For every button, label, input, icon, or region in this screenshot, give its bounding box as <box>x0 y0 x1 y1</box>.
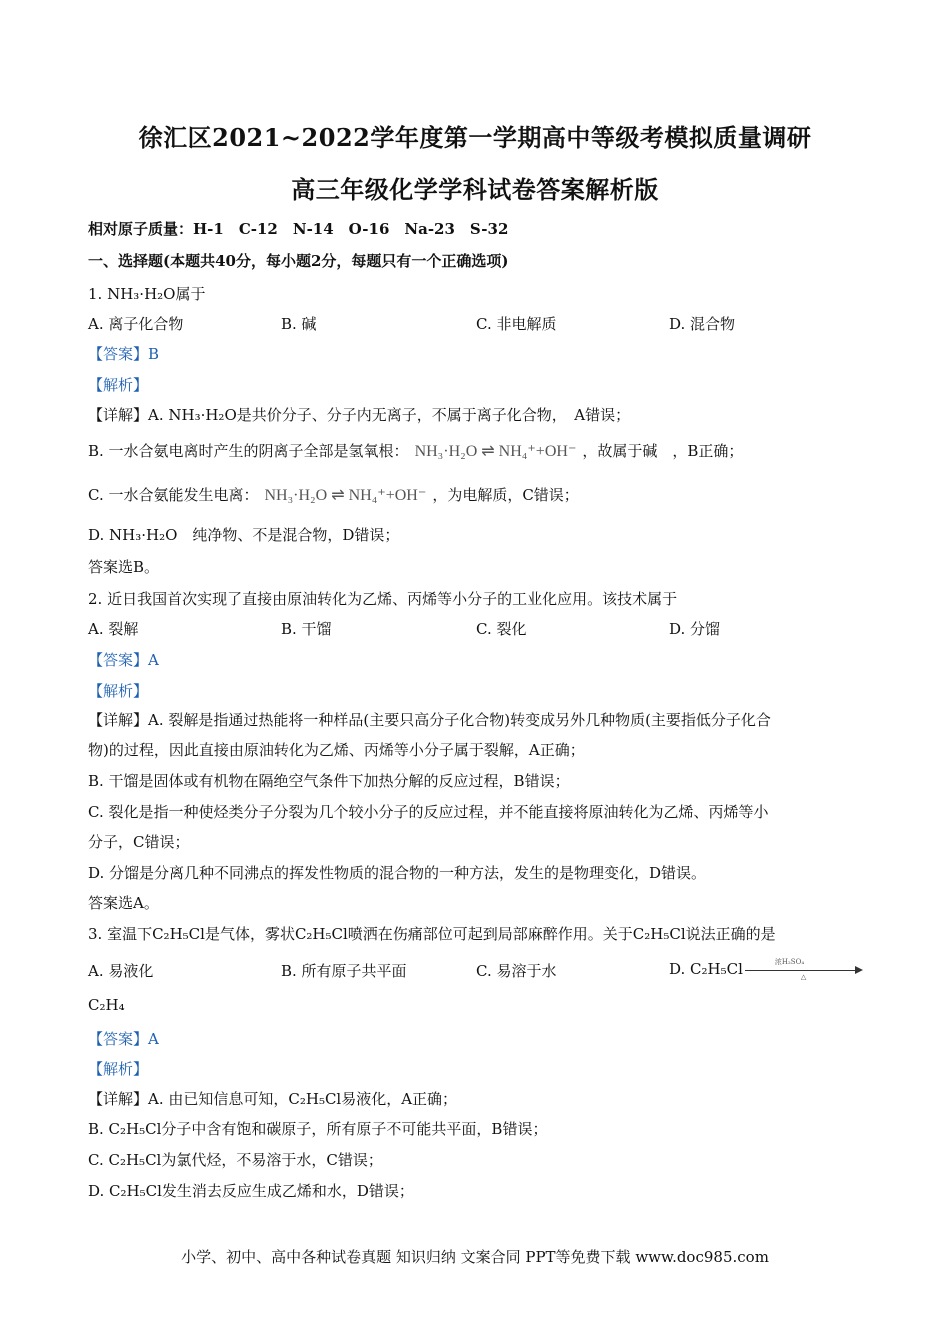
q2-option-c: C. 裂化 <box>476 620 527 638</box>
q1-equation-c: NH₃·H₂O ⇌ NH₄⁺+OH⁻ <box>264 487 427 504</box>
q3-stem: 3. 室温下C₂H₅Cl是气体，雾状C₂H₅Cl喷洒在伤痛部位可起到局部麻醉作用。关于C₂H₅Cl说法正确的是 <box>88 925 776 943</box>
section-heading: 一、选择题(本题共40分，每小题2分，每题只有一个正确选项) <box>88 252 509 270</box>
q1-option-d: D. 混合物 <box>669 315 736 333</box>
q3-detail-b: B. C₂H₅Cl分子中含有饱和碳原子，所有原子不可能共平面，B错误； <box>88 1120 548 1138</box>
q1-stem: 1. NH₃·H₂O属于 <box>88 285 206 303</box>
q1-answer: 【答案】B <box>88 345 160 363</box>
q1-detail-b-tail: ，故属于碱 ，B正确； <box>582 442 744 460</box>
q2-detail-a-1: 【详解】A. 裂解是指通过热能将一种样品(主要只高分子化合物)转变成另外几种物质(主要指低分子化合 <box>88 711 771 729</box>
q2-stem: 2. 近日我国首次实现了直接由原油转化为乙烯、丙烯等小分子的工业化应用。该技术属于 <box>88 590 678 608</box>
title-line-1: 徐汇区2021~2022学年度第一学期高中等级考模拟质量调研 <box>138 123 812 152</box>
q2-conclusion: 答案选A。 <box>88 894 159 912</box>
q2-answer: 【答案】A <box>88 651 159 669</box>
q2-detail-c-2: 分子，C错误； <box>88 833 190 851</box>
q1-equation-b: NH₃·H₂O ⇌ NH₄⁺+OH⁻ <box>414 443 577 460</box>
q2-detail-a-2: 物)的过程，因此直接由原油转化为乙烯、丙烯等小分子属于裂解，A正确； <box>88 741 585 759</box>
q3-option-d-product: C₂H₄ <box>88 996 125 1014</box>
q1-detail-c-tail: ，为电解质，C错误； <box>432 486 579 504</box>
q2-detail-d: D. 分馏是分离几种不同沸点的挥发性物质的混合物的一种方法，发生的是物理变化，D错误。 <box>88 864 707 882</box>
q1-conclusion: 答案选B。 <box>88 558 160 576</box>
q1-option-a: A. 离子化合物 <box>88 315 184 333</box>
q1-analysis-label: 【解析】 <box>88 376 149 394</box>
q3-analysis-label: 【解析】 <box>88 1060 149 1078</box>
q2-detail-b: B. 干馏是固体或有机物在隔绝空气条件下加热分解的反应过程，B错误； <box>88 772 570 790</box>
q1-detail-b-text: B. 一水合氨电离时产生的阴离子全部是氢氧根： <box>88 442 409 460</box>
q3-option-b: B. 所有原子共平面 <box>281 962 407 980</box>
q3-option-a: A. 易液化 <box>88 962 154 980</box>
q2-detail-c-1: C. 裂化是指一种使烃类分子分裂为几个较小分子的反应过程，并不能直接将原油转化为乙烯、丙烯等小 <box>88 803 769 821</box>
q1-option-c: C. 非电解质 <box>476 315 557 333</box>
q3-answer: 【答案】A <box>88 1030 159 1048</box>
atomic-mass-line: 相对原子质量：H-1 C-12 N-14 O-16 Na-23 S-32 <box>88 220 509 238</box>
q3-option-d-label: D. C₂H₅Cl <box>669 960 743 978</box>
q1-detail-c <box>88 484 579 505</box>
q2-option-a: A. 裂解 <box>88 620 139 638</box>
q1-detail-a: 【详解】A. NH₃·H₂O是共价分子、分子内无离子，不属于离子化合物， A错误； <box>88 406 631 424</box>
q3-detail-a: 【详解】A. 由已知信息可知，C₂H₅Cl易液化，A正确； <box>88 1090 458 1108</box>
q3-detail-d: D. C₂H₅Cl发生消去反应生成乙烯和水，D错误； <box>88 1182 414 1200</box>
page-footer: 小学、初中、高中各种试卷真题 知识归纳 文案合同 PPT等免费下载 www.doc985.com <box>181 1248 769 1266</box>
q3-option-d <box>669 960 863 979</box>
arrow-condition-above: 浓H₂SO₄ <box>774 958 805 966</box>
q3-detail-c: C. C₂H₅Cl为氯代烃，不易溶于水，C错误； <box>88 1151 383 1169</box>
q2-analysis-label: 【解析】 <box>88 682 149 700</box>
q1-detail-c-text: C. 一水合氨能发生电离： <box>88 486 259 504</box>
arrow-condition-below: △ <box>800 973 807 981</box>
q2-option-b: B. 干馏 <box>281 620 332 638</box>
title-line-2: 高三年级化学学科试卷答案解析版 <box>291 175 659 204</box>
q1-detail-b <box>88 440 743 461</box>
reaction-arrow-icon <box>745 958 863 981</box>
q1-option-b: B. 碱 <box>281 315 317 333</box>
q3-option-c: C. 易溶于水 <box>476 962 557 980</box>
q1-detail-d: D. NH₃·H₂O 纯净物、不是混合物，D错误； <box>88 526 400 544</box>
q2-option-d: D. 分馏 <box>669 620 721 638</box>
